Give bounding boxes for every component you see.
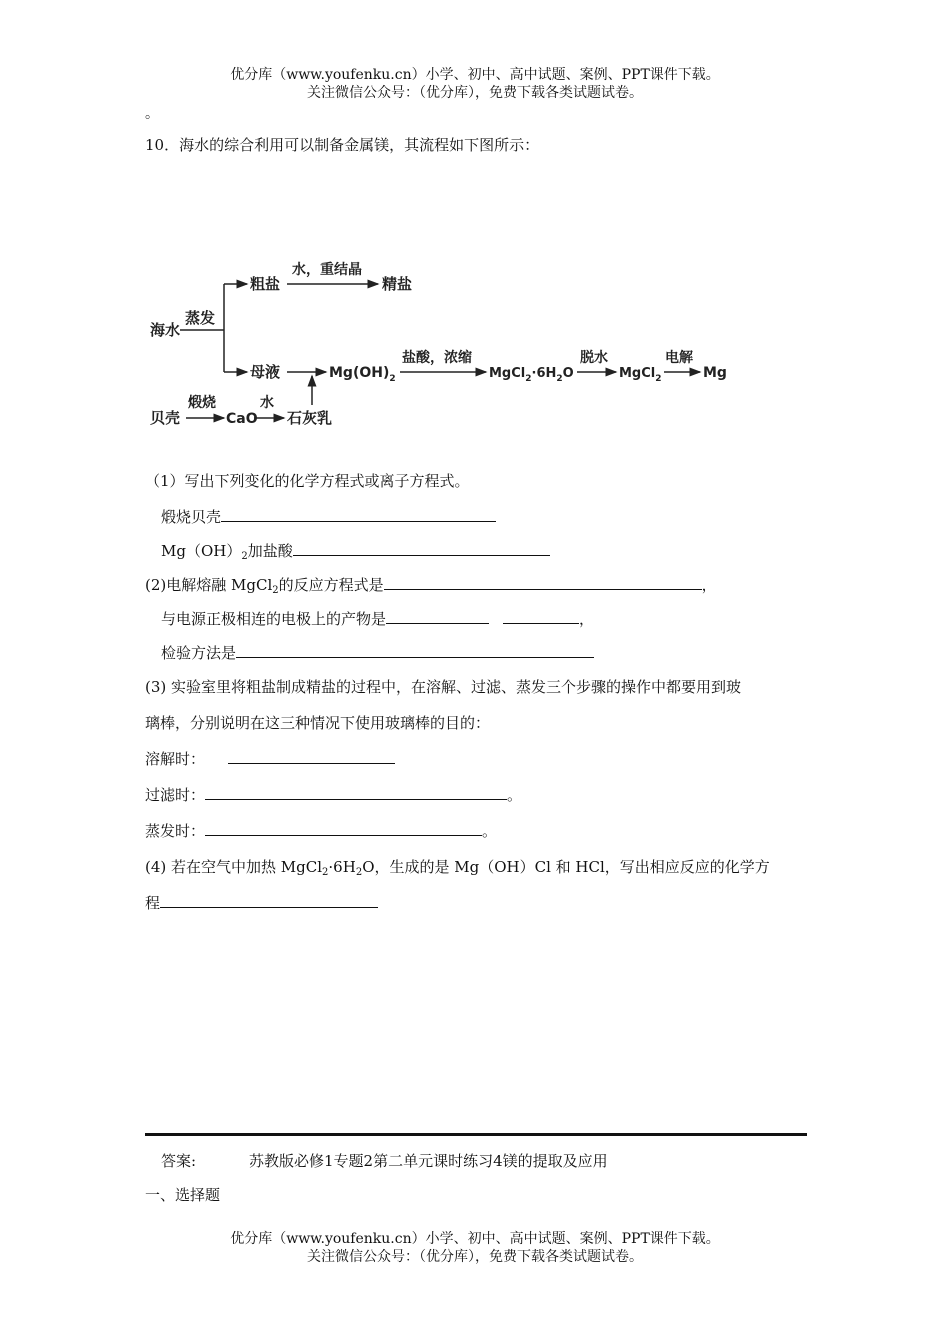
part4-label-a: (4) 若在空气中加热 MgCl	[145, 858, 323, 876]
part4-line2-label: 程	[145, 894, 161, 912]
answer-section-heading: 一、选择题	[145, 1186, 221, 1204]
question-title: 10．海水的综合利用可以制备金属镁，其流程如下图所示：	[145, 136, 540, 154]
part3-line-1: (3) 实验室里将粗盐制成精盐的过程中，在溶解、过滤、蒸发三个步骤的操作中都要用到玻	[145, 678, 742, 696]
part4-label-c: O，生成的是 Mg（OH）Cl 和 HCl，写出相应反应的化学方	[362, 858, 770, 876]
part2-anode-product	[161, 608, 594, 629]
filter-label: 过滤时：	[145, 786, 206, 804]
label-mother-liquor: 母液	[250, 363, 281, 381]
label-lime-milk: 石灰乳	[287, 409, 333, 427]
part4-line-2	[145, 892, 378, 913]
label-evaporate-step: 蒸发	[185, 309, 216, 327]
part1-intro: （1）写出下列变化的化学方程式或离子方程式。	[145, 472, 470, 490]
answer-blank-electrolysis[interactable]	[384, 575, 702, 590]
filter-end: 。	[507, 786, 523, 804]
label-mgcl2: MgCl$_2$	[619, 366, 662, 384]
part3-evaporate	[145, 820, 497, 841]
label-hcl-concentrate: 盐酸，浓缩	[402, 350, 472, 366]
answer-blank-product-1[interactable]	[386, 609, 489, 624]
label-crude-salt: 粗盐	[250, 275, 281, 293]
answer-blank-check[interactable]	[236, 643, 594, 658]
label-calcine: 煅烧	[188, 395, 216, 411]
stray-mark: 。	[145, 106, 159, 122]
part3-line-2: 璃棒，分别说明在这三种情况下使用玻璃棒的目的：	[145, 714, 491, 732]
part2-sub: 2	[272, 585, 279, 596]
part3-filter	[145, 784, 522, 805]
part4-sub: 2	[322, 867, 329, 878]
part3-dissolve	[145, 748, 395, 769]
label-water-recrystallize: 水，重结晶	[292, 262, 362, 278]
part2-check-method	[161, 642, 594, 663]
header-line-2: 关注微信公众号：（优分库），免费下载各类试题试卷。	[307, 85, 643, 101]
evaporate-end: 。	[482, 822, 498, 840]
dissolve-label: 溶解时：	[145, 750, 206, 768]
label-cao: CaO	[226, 411, 258, 427]
part1-mgoh2-hcl	[161, 540, 550, 561]
part2-electrolysis	[145, 574, 717, 595]
label-shell: 贝壳	[150, 409, 181, 427]
part2-check-label: 检验方法是	[161, 644, 237, 662]
label-mgcl2-hydrate: $MgCl_2\cdot 6H_2O$	[489, 366, 574, 384]
process-flow-diagram	[140, 248, 740, 438]
label-dehydrate: 脱水	[580, 350, 608, 366]
answer-blank-part4[interactable]	[160, 893, 378, 908]
part1-calcine-label: 煅烧贝壳	[161, 508, 222, 526]
evaporate-label: 蒸发时：	[145, 822, 206, 840]
label-seawater: 海水	[150, 321, 181, 339]
part2-label-a: (2)电解熔融 MgCl	[145, 576, 273, 594]
answer-blank-product-2[interactable]	[503, 609, 579, 624]
part4-label-b: ·6H	[328, 858, 356, 876]
footer-line-2: 关注微信公众号：（优分库），免费下载各类试题试卷。	[307, 1249, 643, 1265]
part1-mgoh2-label-a: Mg（OH）	[161, 542, 242, 560]
part1-mgoh2-label-b: 加盐酸	[247, 542, 293, 560]
label-refined-salt: 精盐	[382, 275, 413, 293]
part1-calcine-shell	[161, 506, 496, 527]
section-divider	[145, 1133, 807, 1136]
part2-label-b: 的反应方程式是	[278, 576, 384, 594]
part2-product-end: ，	[579, 610, 595, 628]
part1-mgoh2-sub: 2	[241, 551, 248, 562]
label-mgoh2: $Mg(OH)_2$	[329, 365, 396, 384]
part2-end: ，	[701, 576, 717, 594]
footer-line-1: 优分库（www.youfenku.cn）小学、初中、高中试题、案例、PPT课件下载。	[230, 1231, 720, 1247]
header-line-1: 优分库（www.youfenku.cn）小学、初中、高中试题、案例、PPT课件下载。	[230, 67, 720, 83]
part2-product-label: 与电源正极相连的电极上的产物是	[161, 610, 387, 628]
answer-blank-calcine[interactable]	[221, 507, 496, 522]
answer-blank-dissolve[interactable]	[228, 749, 395, 764]
label-water: 水	[260, 395, 274, 411]
part4-line-1	[145, 856, 770, 877]
label-mg: Mg	[703, 365, 727, 381]
answer-blank-mgoh2-hcl[interactable]	[293, 541, 550, 556]
answer-title: 苏教版必修1专题2第二单元课时练习4镁的提取及应用	[249, 1152, 608, 1170]
answer-blank-filter[interactable]	[205, 785, 507, 800]
answer-blank-evaporate[interactable]	[205, 821, 482, 836]
answer-label: 答案:	[161, 1152, 197, 1170]
part4-sub2: 2	[355, 867, 363, 878]
label-electrolysis: 电解	[665, 350, 693, 366]
